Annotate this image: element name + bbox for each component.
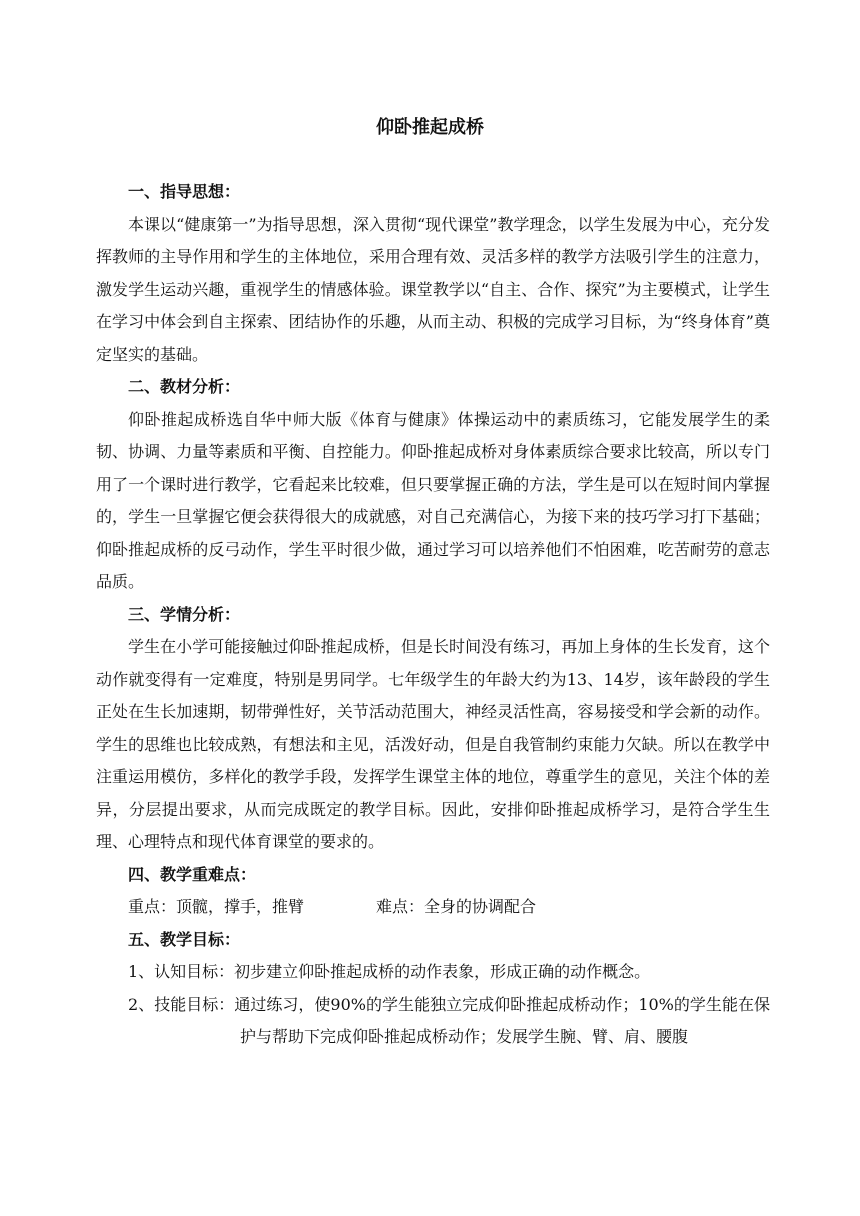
- section-heading-material: 二、教材分析：: [128, 377, 241, 396]
- goal-item-skill: 2、技能目标：通过练习，使90%的学生能独立完成仰卧推起成桥动作；10%的学生能在保护与帮助下完成仰卧推起成桥动作；发展学生腕、臂、肩、腰腹: [128, 994, 770, 1046]
- goal-item-cognitive: 1、认知目标：初步建立仰卧推起成桥的动作表象，形成正确的动作概念。: [128, 962, 651, 981]
- document-title: 仰卧推起成桥: [376, 117, 484, 138]
- keypoints-line: [96, 891, 770, 924]
- document-body: [96, 176, 770, 1054]
- section-text-material: 仰卧推起成桥选自华中师大版《体育与健康》体操运动中的素质练习，它能发展学生的柔韧、协调、力量等素质和平衡、自控能力。仰卧推起成桥对身体素质综合要求比较高，所以专门用了一个课时进行教学，它看起来比较难，但只要掌握正确的方法，学生是可以在短时间内掌握的，学生一旦掌握它便会获得很大的成就感，对自己充满信心，为接下来的技巧学习打下基础；仰卧推起成桥的反弓动作，学生平时很少做，通过学习可以培养他们不怕困难，吃苦耐劳的意志品质。: [96, 409, 770, 591]
- section-text-guide: 本课以“健康第一”为指导思想，深入贯彻“现代课堂”教学理念，以学生发展为中心，充分发挥教师的主导作用和学生的主体地位，采用合理有效、灵活多样的教学方法吸引学生的注意力，激发学生运动兴趣，重视学生的情感体验。课堂教学以“自主、合作、探究”为主要模式，让学生在学习中体会到自主探索、团结协作的乐趣，从而主动、积极的完成学习目标，为“终身体育”奠定坚实的基础。: [96, 214, 770, 364]
- section-heading-keypoints: 四、教学重难点：: [128, 864, 257, 884]
- difficulty-text: 难点：全身的协调配合: [376, 897, 537, 916]
- section-heading-guide: 一、指导思想：: [128, 182, 241, 201]
- section-text-students: 学生在小学可能接触过仰卧推起成桥，但是长时间没有练习，再加上身体的生长发育，这个动作就变得有一定难度，特别是男同学。七年级学生的年龄大约为13、14岁，该年龄段的学生正处在生长加速期，韧带弹性好，关节活动范围大，神经灵活性高，容易接受和学会新的动作。学生的思维也比较成熟，有想法和主见，活泼好动，但是自我管制约束能力欠缺。所以在教学中注重运用模仿，多样化的教学手段，发挥学生课堂主体的地位，尊重学生的意见，关注个体的差异，分层提出要求，从而完成既定的教学目标。因此，安排仰卧推起成桥学习，是符合学生生理、心理特点和现代体育课堂的要求的。: [96, 637, 770, 851]
- section-heading-goals: 五、教学目标：: [128, 929, 241, 949]
- key-point-text: 重点：顶髋，撑手，推臂: [128, 897, 305, 916]
- section-heading-students: 三、学情分析：: [128, 604, 241, 624]
